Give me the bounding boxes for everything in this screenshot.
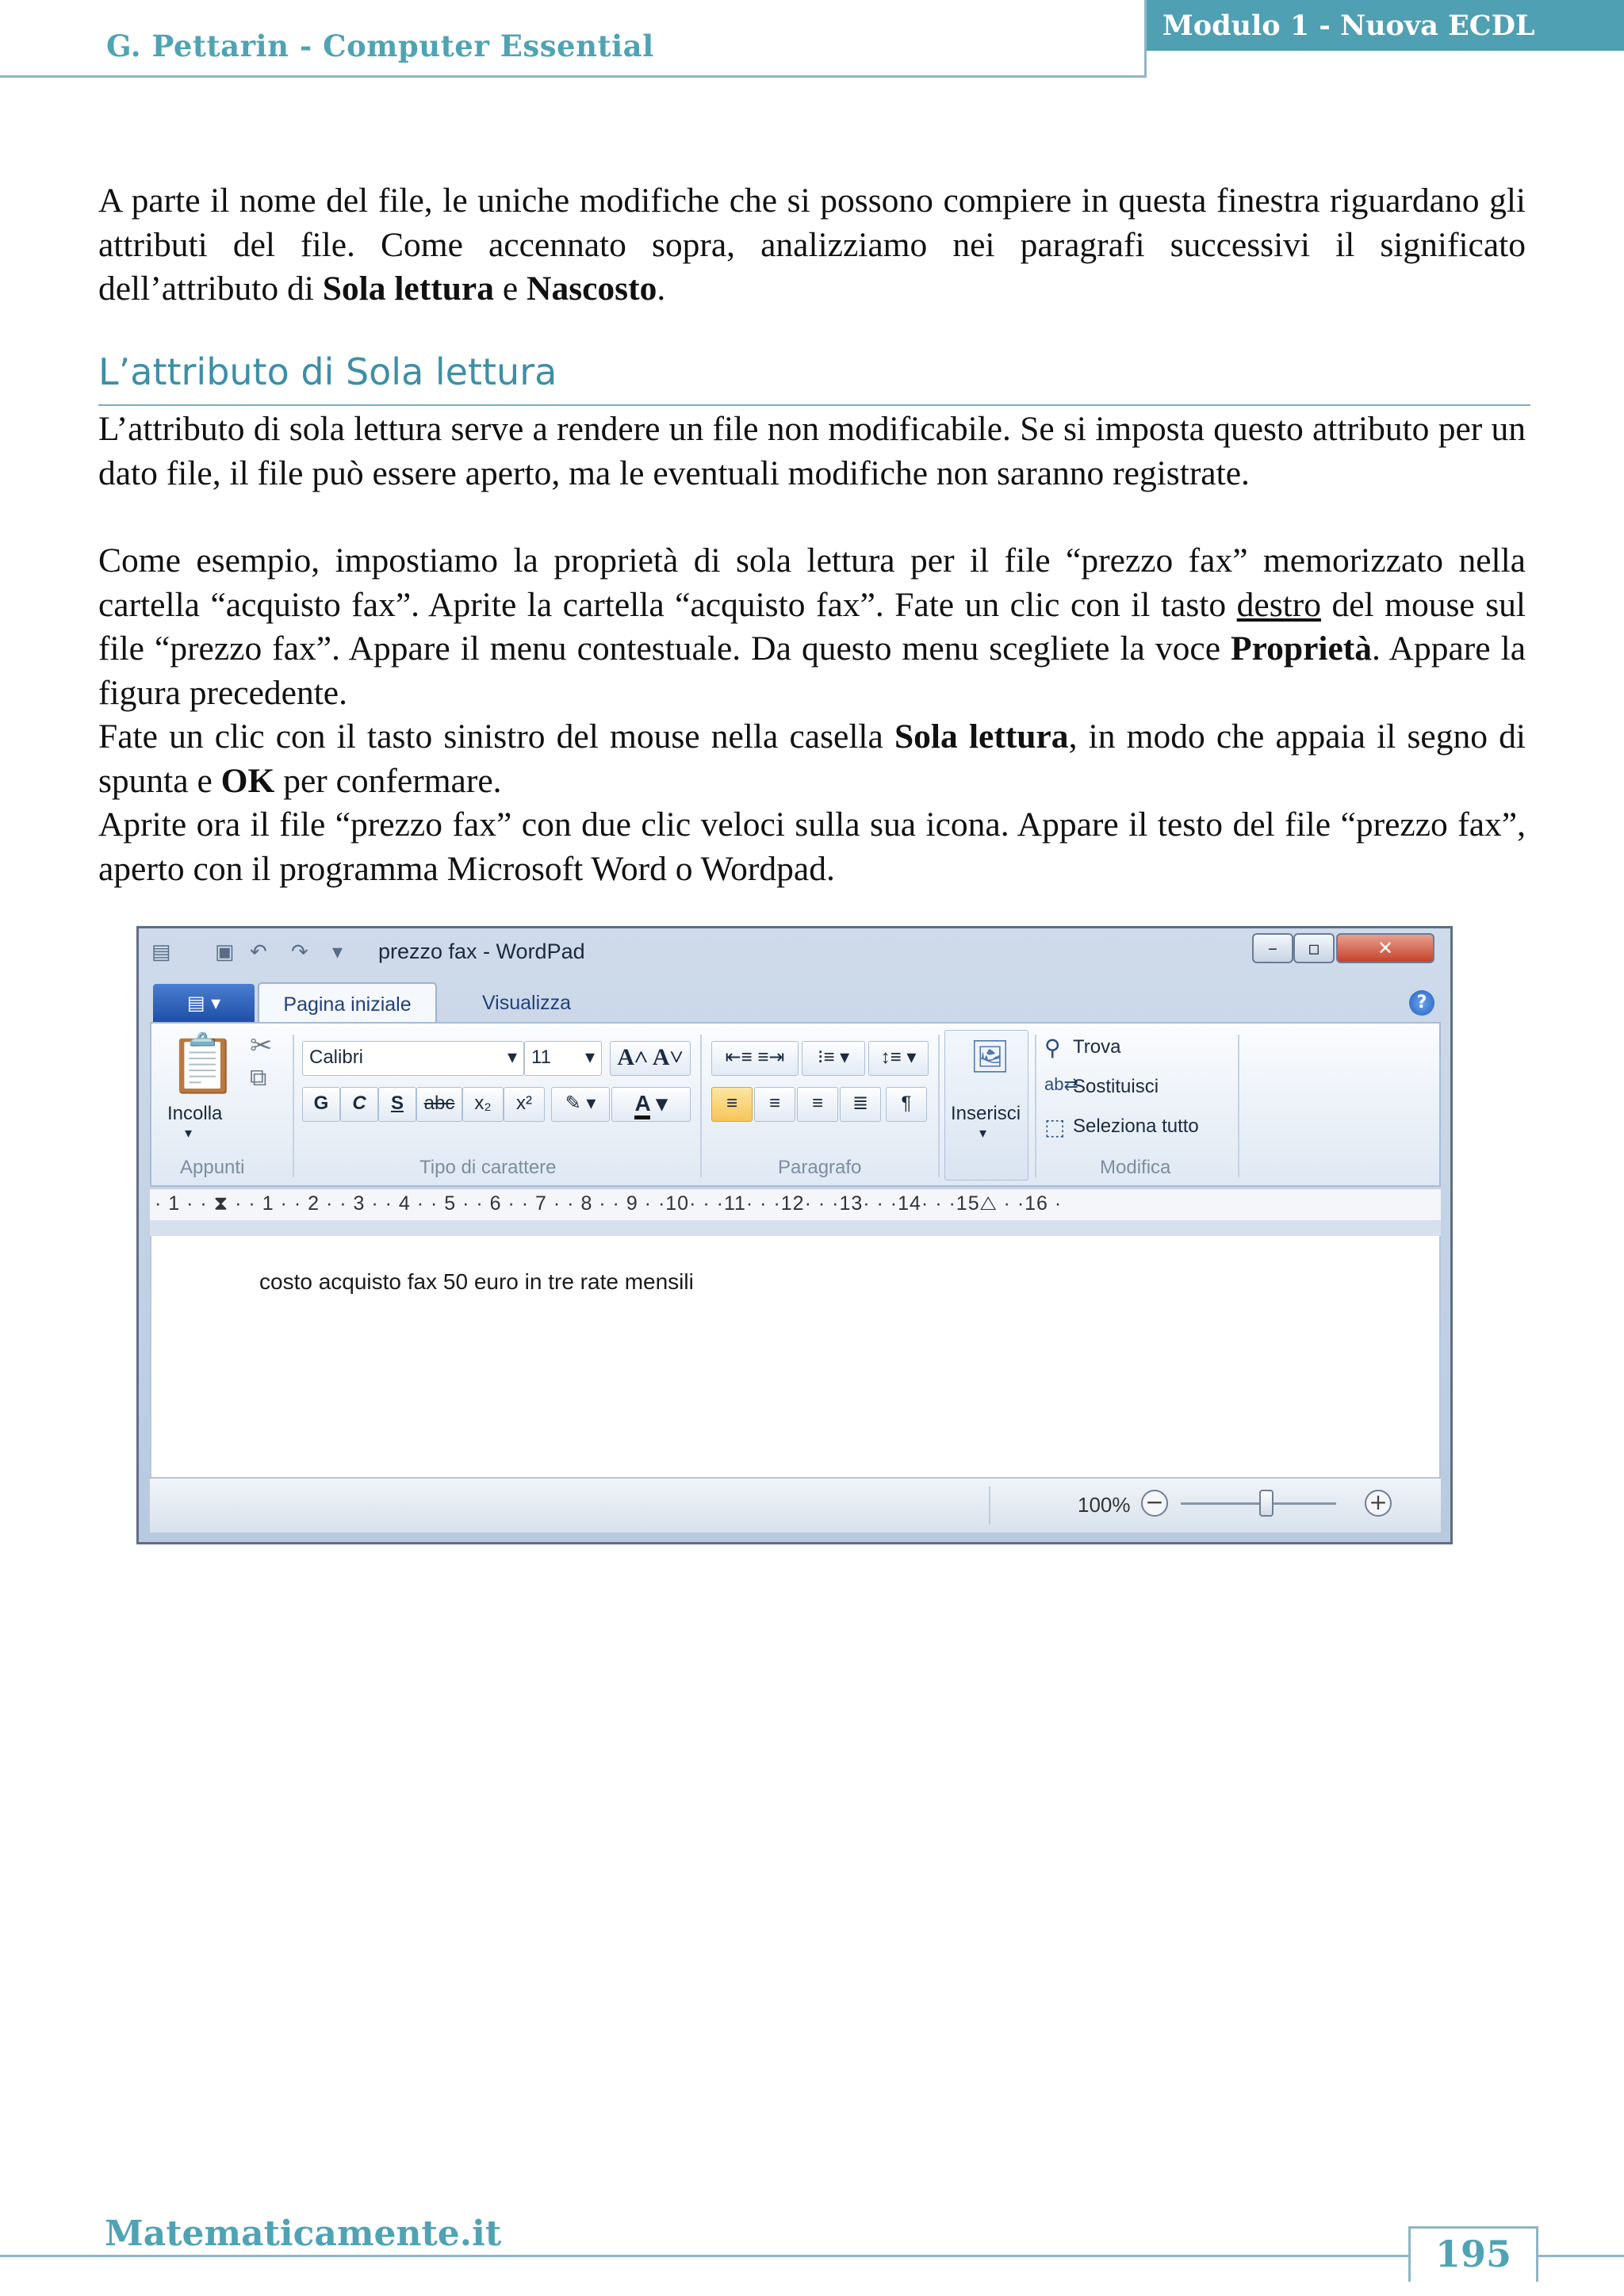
- redo-icon[interactable]: ↷: [291, 939, 308, 963]
- ruler[interactable]: [150, 1188, 1441, 1221]
- font-color-button[interactable]: A ▾: [611, 1087, 691, 1122]
- cut-icon[interactable]: ✂: [250, 1031, 273, 1061]
- group-label-modifica: Modifica: [1100, 1157, 1171, 1178]
- paste-dropdown-icon[interactable]: ▾: [185, 1125, 193, 1141]
- group-label-appunti: Appunti: [180, 1157, 245, 1178]
- replace-icon[interactable]: ab⇄: [1044, 1074, 1078, 1094]
- intro-paragraph: A parte il nome del file, le uniche modifiche che si possono compiere in questa finestra riguardano gli attributi del file. Come accennato sopra, analizziamo nei paragrafi successivi il significato dell’attributo di Sola lettura e Nascosto.: [98, 182, 1526, 308]
- paragraph-2: Come esempio, impostiamo la proprietà di sola lettura per il file “prezzo fax” memorizzato nella cartella “acquisto fax”. Aprite la cartella “acquisto fax”. Fate un clic con il tasto destro del mouse sul file “prezzo fax”. Appare il menu contestuale. Da questo menu scegliete la voce Proprietà. Appare la figura precedente.: [98, 541, 1526, 712]
- underline-button[interactable]: S: [378, 1087, 416, 1122]
- paragraph-dialog-button[interactable]: ¶: [886, 1087, 927, 1122]
- file-menu-button[interactable]: ▤ ▾: [153, 984, 255, 1022]
- footer-rule: [0, 2255, 1624, 2257]
- font-size-select[interactable]: 11 ▾: [524, 1041, 602, 1076]
- font-name-select[interactable]: Calibri ▾: [302, 1041, 524, 1076]
- group-label-paragrafo: Paragrafo: [778, 1157, 862, 1178]
- highlight-color-button[interactable]: ✎ ▾: [551, 1087, 610, 1122]
- paragraph-4: Aprite ora il file “prezzo fax” con due clic veloci sulla sua icona. Appare il testo del file “prezzo fax”, aperto con il programma Microsoft Word o Wordpad.: [98, 806, 1526, 888]
- bold-button[interactable]: G: [302, 1087, 340, 1122]
- zoom-level: 100%: [1078, 1493, 1131, 1517]
- tab-pagina-iniziale[interactable]: Pagina iniziale: [258, 982, 437, 1024]
- maximize-button[interactable]: ▫: [1293, 933, 1335, 963]
- footer-site: Matematicamente.it: [105, 2214, 502, 2254]
- insert-picture-icon: 🖼: [970, 1039, 1010, 1074]
- bold-nascosto: Nascosto: [527, 270, 657, 308]
- zoom-slider-thumb[interactable]: [1259, 1490, 1274, 1517]
- minimize-button[interactable]: –: [1252, 933, 1293, 963]
- document-editor[interactable]: [150, 1236, 1441, 1477]
- insert-label[interactable]: Inserisci: [951, 1103, 1021, 1124]
- document-text[interactable]: costo acquisto fax 50 euro in tre rate mensili: [259, 1269, 694, 1294]
- subscript-button[interactable]: x₂: [462, 1087, 504, 1122]
- indent-buttons[interactable]: ⇤≡ ≡⇥: [711, 1041, 799, 1076]
- paste-icon[interactable]: 📋: [167, 1032, 239, 1096]
- grow-shrink-font-button[interactable]: A˄ A˅: [610, 1041, 691, 1076]
- find-button[interactable]: Trova: [1073, 1036, 1121, 1058]
- paragraph-1: L’attributo di sola lettura serve a rendere un file non modificabile. Se si imposta questo attributo per un dato file, il file può essere aperto, ma le eventuali modifiche non saranno registrate.: [98, 410, 1526, 492]
- insert-dropdown-icon[interactable]: ▾: [979, 1125, 987, 1141]
- copy-icon[interactable]: ⧉: [250, 1065, 267, 1091]
- font-name-dropdown-icon: ▾: [507, 1047, 517, 1068]
- status-bar: [150, 1477, 1441, 1533]
- help-icon[interactable]: ?: [1409, 990, 1434, 1016]
- wordpad-window: [136, 926, 1453, 1544]
- select-all-button[interactable]: Seleziona tutto: [1073, 1115, 1199, 1137]
- align-center-button[interactable]: ≡: [754, 1087, 795, 1122]
- italic-button[interactable]: C: [340, 1087, 378, 1122]
- bold-proprieta: Proprietà: [1231, 629, 1373, 668]
- bold-sola-lettura: Sola lettura: [322, 270, 494, 308]
- page-number: 195: [1434, 2233, 1512, 2275]
- underline-destro: destro: [1236, 585, 1321, 624]
- heading-underline: [98, 404, 1530, 406]
- replace-button[interactable]: Sostituisci: [1073, 1076, 1159, 1097]
- paste-button-label[interactable]: Incolla: [167, 1103, 223, 1124]
- header-author: G. Pettarin - Computer Essential: [106, 29, 654, 63]
- undo-icon[interactable]: ↶: [250, 939, 267, 963]
- close-button[interactable]: ✕: [1336, 933, 1434, 963]
- window-title: prezzo fax - WordPad: [378, 939, 585, 963]
- tab-visualizza[interactable]: Visualizza: [481, 992, 572, 1014]
- quick-access-dropdown-icon[interactable]: ▾: [332, 939, 343, 963]
- zoom-in-button[interactable]: +: [1365, 1490, 1392, 1517]
- ribbon: [150, 1022, 1441, 1187]
- editor-margin: [150, 1220, 1441, 1236]
- section-heading: L’attributo di Sola lettura: [98, 350, 557, 393]
- align-right-button[interactable]: ≡: [797, 1087, 838, 1122]
- ribbon-tabs: [150, 979, 1441, 1024]
- ruler-marks: · 1 · · ⧗ · · 1 · · 2 · · 3 · · 4 · · 5 · · 6 · · 7 · · 8 · · 9 · ·10· · ·11· · ·12· · ·13· · ·14· · ·15△ · ·16 ·: [155, 1192, 1063, 1215]
- title-bar: [139, 928, 1450, 974]
- select-all-icon[interactable]: ⬚: [1044, 1115, 1066, 1139]
- paragraph-3: Fate un clic con il tasto sinistro del mouse nella casella Sola lettura, in modo che appaia il segno di spunta e OK per confermare.: [98, 718, 1526, 800]
- wordpad-app-icon[interactable]: ▤: [151, 939, 171, 963]
- zoom-out-button[interactable]: −: [1141, 1490, 1168, 1517]
- strikethrough-button[interactable]: abc: [416, 1087, 462, 1122]
- justify-button[interactable]: ≣: [840, 1087, 881, 1122]
- group-label-tipo-carattere: Tipo di carattere: [419, 1157, 557, 1178]
- save-icon[interactable]: ▣: [215, 939, 235, 963]
- find-icon[interactable]: ⚲: [1044, 1035, 1061, 1060]
- bullet-list-button[interactable]: ⁝≡ ▾: [802, 1041, 865, 1076]
- header-module: Modulo 1 - Nuova ECDL: [1162, 10, 1535, 42]
- line-spacing-button[interactable]: ↕≡ ▾: [868, 1041, 929, 1076]
- font-size-dropdown-icon: ▾: [584, 1047, 595, 1068]
- superscript-button[interactable]: x²: [504, 1087, 545, 1122]
- align-left-button[interactable]: ≡: [711, 1087, 753, 1122]
